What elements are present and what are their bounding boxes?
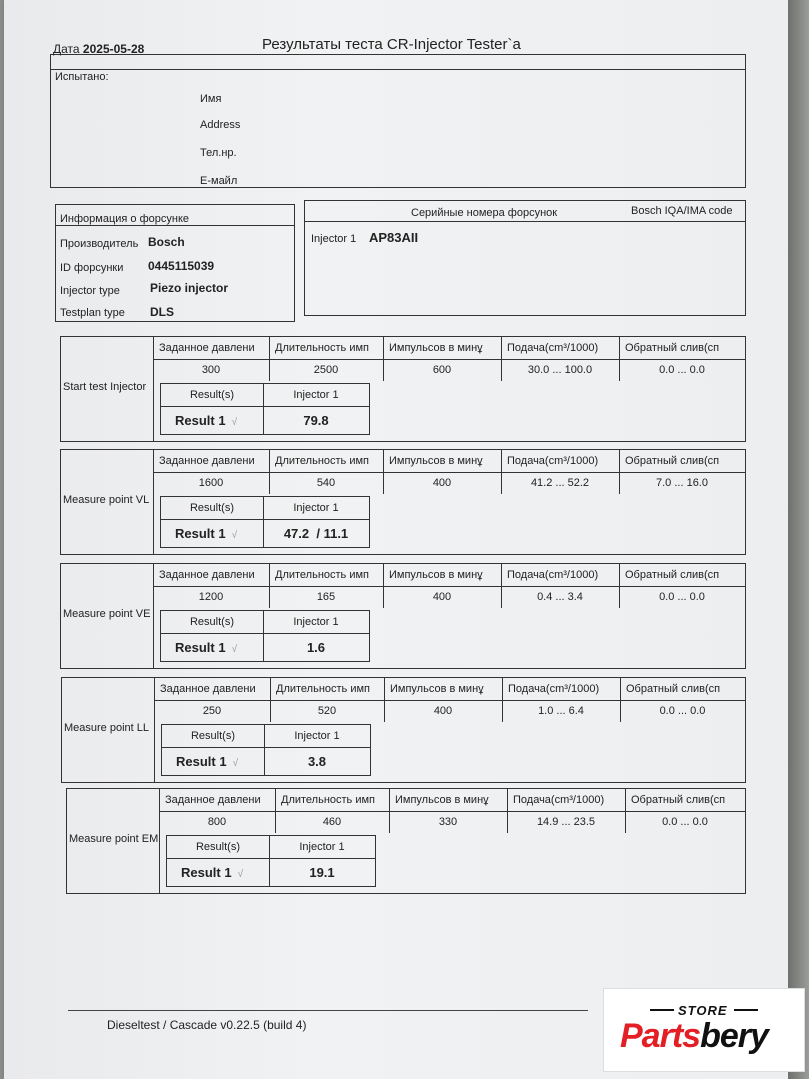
check-icon: √ bbox=[231, 644, 238, 655]
value-delivery: 1.0 ... 6.4 bbox=[538, 705, 584, 717]
column-header-return-flow: Обратный слив(сп bbox=[625, 569, 720, 581]
test-name: Measure point EM bbox=[69, 833, 159, 845]
result-value: 47.2 / 11.1 bbox=[283, 526, 349, 541]
column-header-duration: Длительность имп bbox=[275, 342, 370, 354]
value-pressure: 1600 bbox=[198, 477, 224, 489]
test-block-measure-point-ll bbox=[61, 677, 746, 783]
column-header-pressure: Заданное давлени bbox=[159, 569, 255, 581]
column-header-delivery: Подача(cm³/1000) bbox=[507, 569, 599, 581]
result-row-label: Result 1 √ bbox=[175, 526, 238, 541]
test-name: Start test Injector bbox=[63, 381, 147, 393]
column-header-duration: Длительность имп bbox=[275, 569, 370, 581]
injector-info-title: Информация о форсунке bbox=[60, 213, 189, 225]
results-header: Result(s) bbox=[195, 841, 240, 853]
value-pulses: 400 bbox=[432, 591, 452, 603]
value-duration: 460 bbox=[322, 816, 342, 828]
result-table bbox=[166, 835, 376, 887]
test-date: Дата 2025-05-28 bbox=[53, 42, 145, 56]
column-header-duration: Длительность имп bbox=[281, 794, 376, 806]
check-icon: √ bbox=[231, 530, 238, 541]
result-value: 19.1 bbox=[309, 865, 335, 880]
column-header-pressure: Заданное давлени bbox=[159, 342, 255, 354]
serials-title: Серийные номера форсунок bbox=[411, 207, 558, 219]
manufacturer-label: Производитель bbox=[60, 238, 139, 250]
testplan-type-label: Testplan type bbox=[60, 307, 125, 319]
serial-injector-value: AP83AII bbox=[369, 230, 419, 245]
value-pulses: 400 bbox=[432, 477, 452, 489]
testplan-type-value: DLS bbox=[150, 305, 174, 319]
value-delivery: 14.9 ... 23.5 bbox=[536, 816, 596, 828]
footer-divider bbox=[68, 1010, 588, 1011]
column-header-pulses: Импульсов в минұ bbox=[389, 342, 483, 354]
manufacturer-value: Bosch bbox=[148, 235, 185, 249]
result-table bbox=[160, 383, 370, 435]
injector-header: Injector 1 bbox=[299, 841, 345, 853]
partsbery-logo bbox=[603, 988, 805, 1072]
test-block-start-test-injector bbox=[60, 336, 746, 442]
result-row-label: Result 1 √ bbox=[175, 640, 238, 655]
value-delivery: 41.2 ... 52.2 bbox=[530, 477, 590, 489]
column-header-pressure: Заданное давлени bbox=[165, 794, 261, 806]
value-return-flow: 0.0 ... 0.0 bbox=[659, 591, 705, 603]
results-header: Result(s) bbox=[189, 616, 234, 628]
logo-store-text: STORE bbox=[678, 1003, 728, 1018]
result-row-label: Result 1 √ bbox=[175, 413, 238, 428]
column-header-return-flow: Обратный слив(сп bbox=[626, 683, 721, 695]
result-value: 3.8 bbox=[307, 754, 327, 769]
logo-brand-text: Partsbery bbox=[620, 1017, 768, 1055]
column-header-delivery: Подача(cm³/1000) bbox=[507, 342, 599, 354]
results-header: Result(s) bbox=[189, 389, 234, 401]
value-duration: 165 bbox=[316, 591, 336, 603]
value-pressure: 1200 bbox=[198, 591, 224, 603]
page-edge-shadow bbox=[788, 0, 809, 1079]
tested-label: Испытано: bbox=[55, 71, 109, 83]
check-icon: √ bbox=[231, 417, 238, 428]
injector-header: Injector 1 bbox=[294, 730, 340, 742]
injector-id-label: ID форсунки bbox=[60, 262, 124, 274]
injector-id-value: 0445115039 bbox=[148, 259, 215, 273]
injector-header: Injector 1 bbox=[293, 502, 339, 514]
result-row-label: Result 1 √ bbox=[176, 754, 239, 769]
test-name: Measure point VE bbox=[63, 608, 151, 620]
value-duration: 520 bbox=[317, 705, 337, 717]
value-delivery: 0.4 ... 3.4 bbox=[537, 591, 583, 603]
column-header-delivery: Подача(cm³/1000) bbox=[513, 794, 605, 806]
value-pressure: 800 bbox=[207, 816, 227, 828]
test-name: Measure point LL bbox=[64, 722, 149, 734]
value-return-flow: 7.0 ... 16.0 bbox=[656, 477, 708, 489]
column-header-pressure: Заданное давлени bbox=[159, 455, 255, 467]
serials-section bbox=[304, 200, 746, 316]
value-return-flow: 0.0 ... 0.0 bbox=[662, 816, 708, 828]
field-phone: Тел.нр. bbox=[200, 147, 237, 159]
column-header-delivery: Подача(cm³/1000) bbox=[507, 455, 599, 467]
column-header-delivery: Подача(cm³/1000) bbox=[508, 683, 600, 695]
injector-header: Injector 1 bbox=[293, 389, 339, 401]
column-header-pulses: Импульсов в минұ bbox=[389, 569, 483, 581]
value-pulses: 330 bbox=[438, 816, 458, 828]
value-delivery: 30.0 ... 100.0 bbox=[527, 364, 593, 376]
field-address: Address bbox=[200, 119, 241, 131]
value-pressure: 300 bbox=[201, 364, 221, 376]
page-title: Результаты теста CR-Injector Tester`a bbox=[262, 36, 521, 53]
value-duration: 540 bbox=[316, 477, 336, 489]
tested-section bbox=[50, 54, 746, 188]
column-header-duration: Длительность имп bbox=[276, 683, 371, 695]
column-header-pulses: Импульсов в минұ bbox=[390, 683, 484, 695]
result-row-label: Result 1 √ bbox=[181, 865, 244, 880]
field-name: Имя bbox=[200, 93, 222, 105]
column-header-pressure: Заданное давлени bbox=[160, 683, 256, 695]
injector-type-value: Piezo injector bbox=[150, 281, 229, 295]
column-header-return-flow: Обратный слив(сп bbox=[631, 794, 726, 806]
value-pulses: 400 bbox=[433, 705, 453, 717]
value-return-flow: 0.0 ... 0.0 bbox=[659, 364, 705, 376]
value-pulses: 600 bbox=[432, 364, 452, 376]
injector-type-label: Injector type bbox=[60, 285, 120, 297]
field-email: E-майл bbox=[200, 175, 238, 187]
injector-info-section bbox=[55, 204, 295, 322]
column-header-pulses: Импульсов в минұ bbox=[395, 794, 489, 806]
check-icon: √ bbox=[232, 758, 239, 769]
test-block-measure-point-vl bbox=[60, 449, 746, 555]
test-block-measure-point-em bbox=[66, 788, 746, 894]
serial-injector-label: Injector 1 bbox=[311, 233, 357, 245]
result-table bbox=[160, 496, 370, 548]
software-version: Dieseltest / Cascade v0.22.5 (build 4) bbox=[107, 1018, 307, 1032]
results-header: Result(s) bbox=[190, 730, 235, 742]
column-header-return-flow: Обратный слив(сп bbox=[625, 342, 720, 354]
check-icon: √ bbox=[237, 869, 244, 880]
result-table bbox=[161, 724, 371, 776]
value-duration: 2500 bbox=[313, 364, 339, 376]
column-header-duration: Длительность имп bbox=[275, 455, 370, 467]
results-header: Result(s) bbox=[189, 502, 234, 514]
code-title: Bosch IQA/IMA code bbox=[631, 205, 733, 217]
result-value: 1.6 bbox=[306, 640, 326, 655]
result-table bbox=[160, 610, 370, 662]
test-name: Measure point VL bbox=[63, 494, 150, 506]
result-value: 79.8 bbox=[303, 413, 329, 428]
value-pressure: 250 bbox=[202, 705, 222, 717]
column-header-return-flow: Обратный слив(сп bbox=[625, 455, 720, 467]
column-header-pulses: Импульсов в минұ bbox=[389, 455, 483, 467]
injector-header: Injector 1 bbox=[293, 616, 339, 628]
value-return-flow: 0.0 ... 0.0 bbox=[659, 705, 706, 717]
test-block-measure-point-ve bbox=[60, 563, 746, 669]
